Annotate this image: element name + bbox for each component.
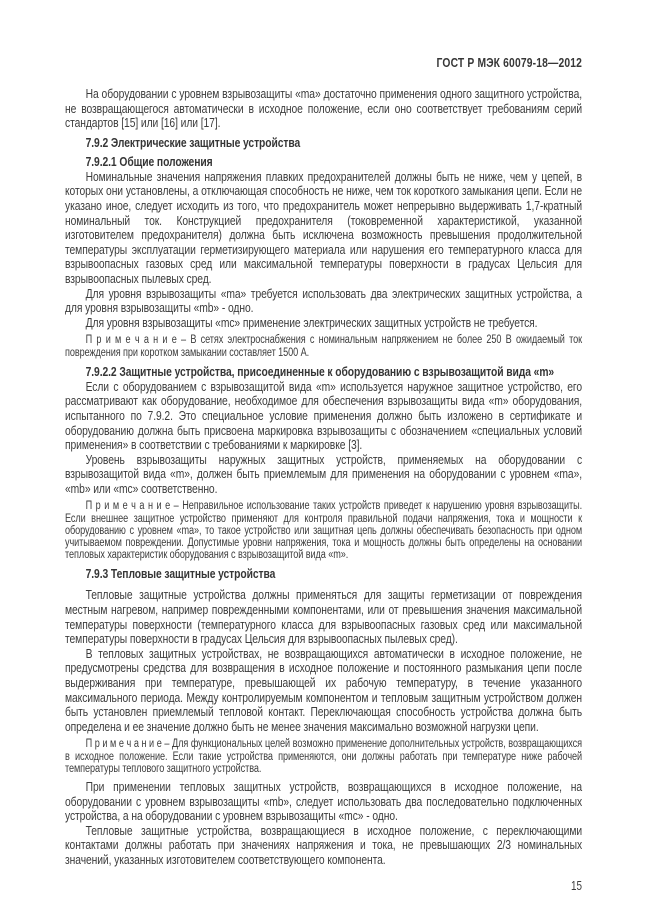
note-misuse: П р и м е ч а н и е – Неправильное использование таких устройств приведет к нарушению уровня взрывозащиты. Если внешнее защитное устройство применяют для контроля правильной подачи напряжения, тока и мощности к оборудованию с уровнем «ma», то такое устройство или защитная цепь должны обеспечивать безопасность при одном учитываемом повреждении. Допустимые уровни напряжения, тока и мощность должны быть определены на основании тепловых характеристик оборудования с взрывозащитой вида «m». (65, 500, 583, 562)
heading-7-9-2: 7.9.2 Электрические защитные устройства (85, 134, 301, 150)
paragraph-thermal-switching: Тепловые защитные устройства, возвращающиеся в исходное положение, с переключающими контактами должны работать при значениях напряжения и тока, не превышающих 2/3 номинальных значений, указанных изготовителем соответствующего компонента. (65, 822, 583, 867)
paragraph-protection-level: Уровень взрывозащиты наружных защитных устройств, применяемых на оборудовании с взрывозащитой вида «m», должен быть приемлемым для применения на оборудовании с уровнем «ma», «mb» или «mc» соответственно. (65, 451, 583, 496)
paragraph-fuses: Номинальные значения напряжения плавких предохранителей должны быть не ниже, чем у цепей, в которых они установлены, а отключающая способность не ниже, чем ток короткого замыкания цепи. Если не указано иное, следует исходить из того, что предохранитель может непрерывно выдерживать 1,7-кратный номинальный ток. Конструкцией предохранителя (токовременной характеристикой, указанной изготовителем предохранителя) должна быть исключена возможность превышения продолжительной температуры эксплуатации герметизирующего материала или нарушения его температурного класса для взрывоопасных газовых сред или максимальной температуры поверхности в градусах Цельсия для взрывоопасных пылевых сред. (65, 168, 583, 286)
page-number: 15 (571, 878, 583, 893)
document-content (65, 55, 582, 893)
note-functional-devices: П р и м е ч а н и е – Для функциональных целей возможно применение дополнительных устройств, возвращающихся в исходное положение. Если такие устройства применяются, они должны работать при температуре ниже рабочей температуры теплового защитного устройства. (65, 738, 583, 775)
paragraph-thermal-resetting: При применении тепловых защитных устройств, возвращающихся в исходное положение, на оборудовании с уровнем взрывозащиты «mb», следует использовать два последовательно подключенных устройства, а на оборудовании с уровнем взрывозащиты «mc» - одно. (65, 779, 583, 824)
paragraph-intro: На оборудовании с уровнем взрывозащиты «ma» достаточно применения одного защитного устройства, не возвращающегося автоматически в исходное положение, если оно соответствует требованиям серий стандартов [15] или [16] или [17]. (65, 86, 583, 131)
note-250v-fault-current: П р и м е ч а н и е – В сетях электроснабжения с номинальным напряжением не более 250 В ожидаемый ток повреждения при коротком замыкании составляет 1500 А. (65, 334, 583, 359)
paragraph-mc-not-required: Для уровня взрывозащиты «mc» применение электрических защитных устройств не требуется. (85, 314, 538, 330)
paragraph-ma-two-devices: Для уровня взрывозащиты «ma» требуется использовать два электрических защитных устройства, а для уровня взрывозащиты «mb» - одно. (65, 285, 583, 316)
paragraph-thermal-nonresetting: В тепловых защитных устройствах, не возвращающихся автоматически в исходное положение, не предусмотрены средства для возвращения в исходное положение и постоянного размыкания цепи после выдерживания при температуре, превышающей их рабочую температуру, в течение указанного максимального периода. Между контролируемым компонентом и тепловым защитным устройством должен быть установлен приемлемый тепловой контакт. Переключающая способность устройства должна быть определена и ее значение должно быть не менее значения максимально возможной нагрузки цепи. (65, 645, 583, 734)
heading-7-9-2-1: 7.9.2.1 Общие положения (85, 153, 213, 169)
paragraph-thermal-purpose: Тепловые защитные устройства должны применяться для защиты герметизации от повреждения местным нагревом, например поврежденными компонентами, или от превышения значения максимальной температуры поверхности (температурного класса для взрывоопасных газовых сред или максимальной температуры поверхности в градусах Цельсия для взрывоопасных пылевых сред). (65, 587, 583, 647)
heading-7-9-3: 7.9.3 Тепловые защитные устройства (85, 566, 276, 582)
paragraph-external-device: Если с оборудованием с взрывозащитой вида «m» используется наружное защитное устройство, его рассматривают как оборудование, необходимое для обеспечения взрывозащиты вида «m» оборудования, испытанного по 7.9.2. Это специальное условие применения должно быть изложено в сертификате и оборудованию должна быть присвоена маркировка взрывозащиты с обозначением «специальных условий применения» в соответствии с требованиями к маркировке [3]. (65, 378, 583, 453)
document-code-header: ГОСТ Р МЭК 60079-18—2012 (436, 55, 583, 70)
heading-7-9-2-2: 7.9.2.2 Защитные устройства, присоединенные к оборудованию с взрывозащитой вида «m» (85, 363, 555, 379)
